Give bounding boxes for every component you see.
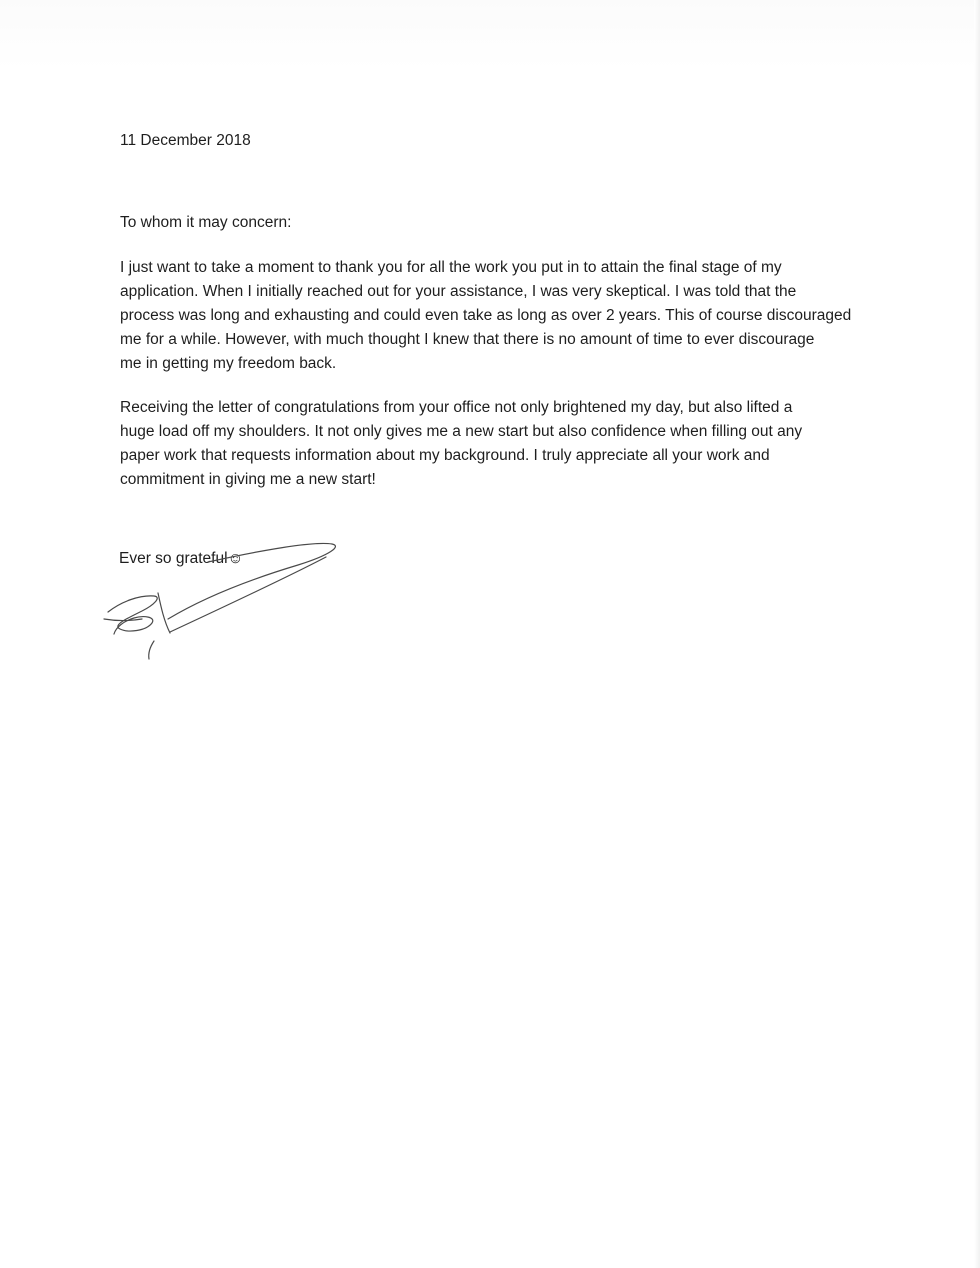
paragraph-line: huge load off my shoulders. It not only gives me a new start but also confidence when filling out any <box>120 423 803 440</box>
closing-line: Ever so grateful☺ <box>119 550 244 567</box>
paragraph-line: me for a while. However, with much thought I knew that there is no amount of time to ever discourage <box>120 331 815 348</box>
scan-edge-top <box>0 0 980 70</box>
paragraph-line: commitment in giving me a new start! <box>120 471 376 488</box>
handwritten-signature <box>98 535 348 665</box>
salutation: To whom it may concern: <box>120 214 292 231</box>
letter-date: 11 December 2018 <box>120 132 251 149</box>
body-paragraph-2 <box>120 396 880 492</box>
paragraph-line: paper work that requests information about my background. I truly appreciate all your work and <box>120 447 770 464</box>
scan-edge-right <box>974 0 980 1268</box>
body-paragraph-1 <box>120 256 880 376</box>
paragraph-line: I just want to take a moment to thank you for all the work you put in to attain the final stage of my <box>120 259 782 276</box>
paragraph-line: process was long and exhausting and could even take as long as over 2 years. This of course discouraged <box>120 307 852 324</box>
paragraph-line: me in getting my freedom back. <box>120 355 337 372</box>
paragraph-line: application. When I initially reached out for your assistance, I was very skeptical. I was told that the <box>120 283 797 300</box>
paragraph-line: Receiving the letter of congratulations from your office not only brightened my day, but also lifted a <box>120 399 793 416</box>
